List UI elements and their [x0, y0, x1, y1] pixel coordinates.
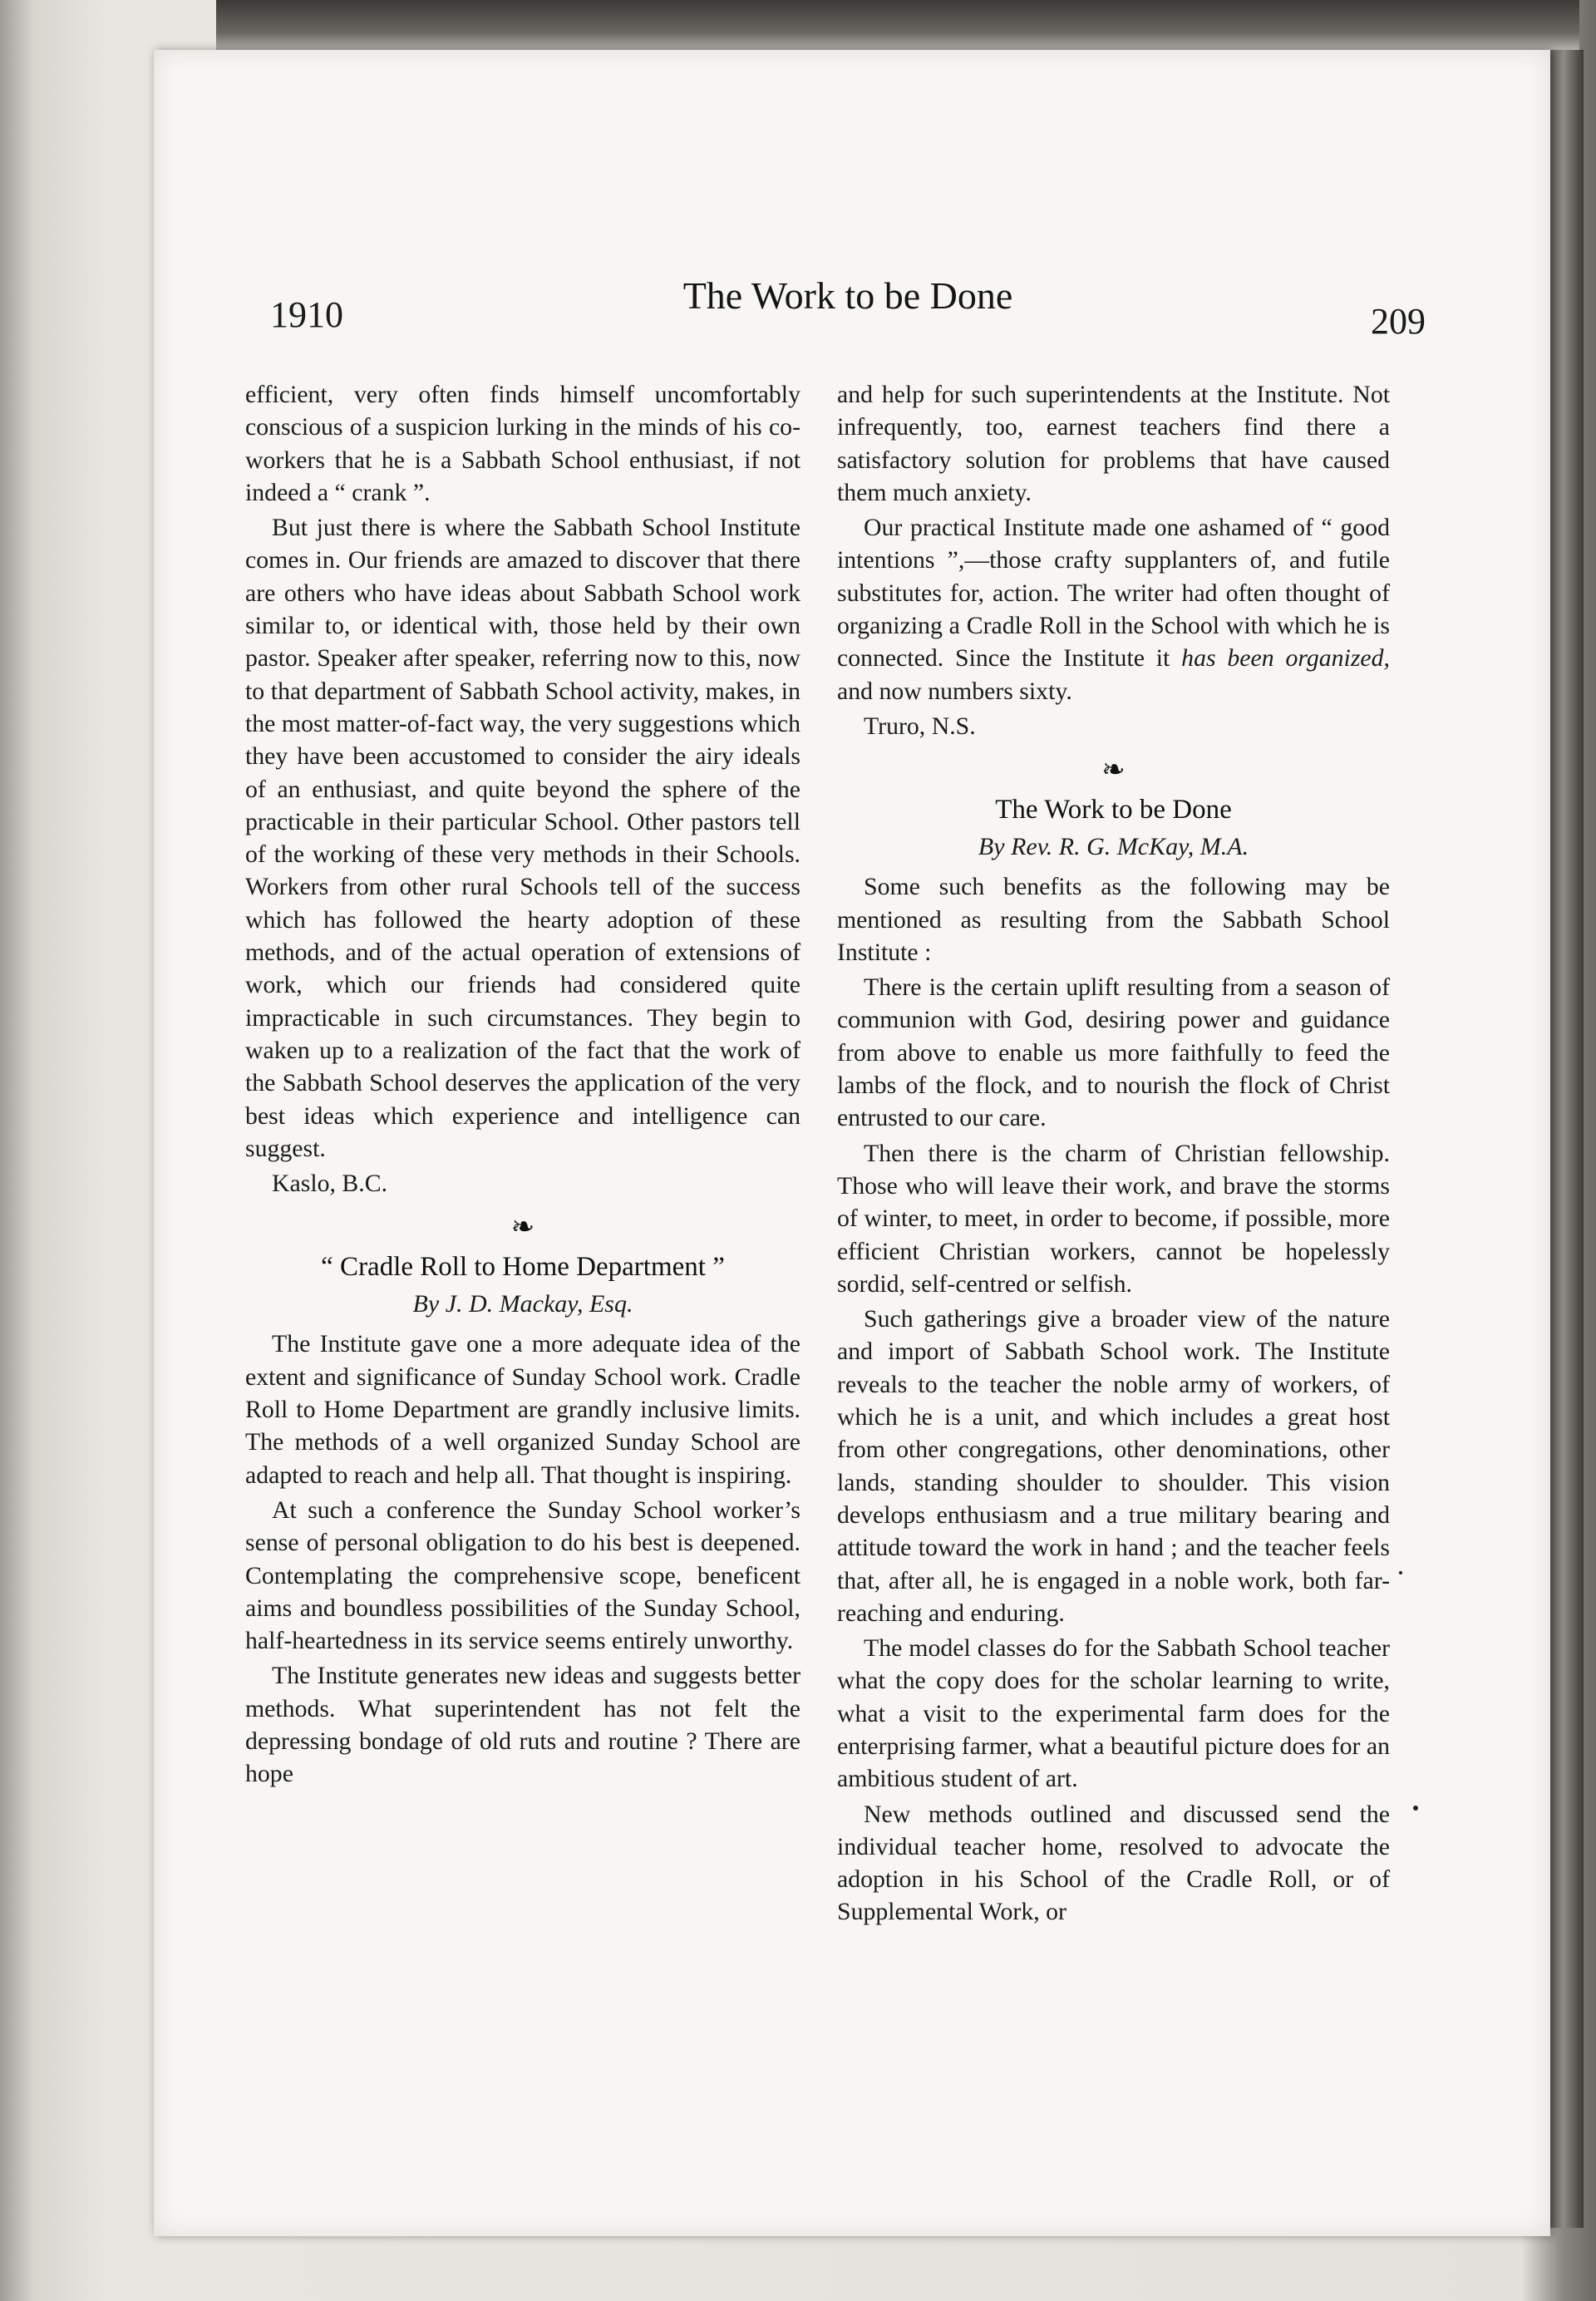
place-signature: Truro, N.S.	[864, 712, 976, 740]
book-page	[154, 50, 1550, 2236]
ornament-icon: ❧	[1101, 755, 1126, 786]
paragraph: The Institute generates new ideas and suggests better methods. What superintendent has not felt the depressing bondage of old ruts and routine ? There are hope	[245, 1662, 800, 1788]
left-column	[245, 378, 800, 1793]
right-column	[837, 378, 1390, 1931]
paragraph: efficient, very often finds himself uncomfortably conscious of a suspicion lurking in the minds of his co-workers that he is a Sabbath School enthusiast, if not indeed a “ crank ”.	[245, 381, 800, 506]
paragraph: Such gatherings give a broader view of the nature and import of Sabbath School work. The Institute reveals to the teacher the noble army of workers, of which he is a unit, and which includes a great host from other congregations, other denominations, other lands, standing shoulder to shoulder. This vision develops enthusiasm and a true military bearing and attitude toward the work in hand ; and the teacher feels that, after all, he is engaged in a noble work, both far-reaching and enduring.	[837, 1305, 1390, 1627]
scan-speck	[1413, 1806, 1418, 1811]
italic-text-run: has been organized,	[1181, 644, 1390, 673]
paragraph-institute	[837, 511, 1390, 707]
article-title: “ Cradle Roll to Home Department ”	[321, 1252, 725, 1283]
paragraph: At such a conference the Sunday School worker’s sense of personal obligation to do his best is deepened. Contemplating the comprehensive scope, beneficent aims and boundless possibilities of the Sunday School, half-heartedness in its service seems entirely unworthy.	[245, 1495, 800, 1655]
paragraph: Then there is the charm of Christian fellowship. Those who will leave their work, and brave the storms of winter, to meet, in order to become, if possible, more efficient Christian workers, cannot be hopelessly sordid, self-centred or selfish.	[837, 1139, 1390, 1298]
ornament-icon: ❧	[510, 1212, 535, 1244]
paragraph: and help for such superintendents at the Institute. Not infrequently, too, earnest teachers find there a satisfactory solution for problems that have caused them much anxiety.	[837, 381, 1390, 506]
paragraph: Some such benefits as the following may be mentioned as resulting from the Sabbath School Institute :	[837, 873, 1390, 966]
paragraph: But just there is where the Sabbath School Institute comes in. Our friends are amazed to discover that there are others who have ideas about Sabbath School work similar to, or identical with, those held by their own pastor. Speaker after speaker, referring now to this, now to that department of Sabbath School activity, makes, in the most matter-of-fact way, the very suggestions which they have been accustomed to consider the airy ideals of an enthusiast, and quite beyond the sphere of the practicable in their particular School. Other pastors tell of the working of these very methods in their Schools. Workers from other rural Schools tell of the success which has followed the hearty adoption of these methods, and of the actual operation of extensions of work, which our friends had considered quite impracticable in such circumstances. They begin to waken up to a realization of the fact that the work of the Sabbath School deserves the application of the very best ideas which experience and intelligence can suggest.	[245, 514, 800, 1162]
header-title: The Work to be Done	[682, 274, 1013, 317]
article-byline: By J. D. Mackay, Esq.	[412, 1290, 633, 1318]
running-header	[270, 262, 1426, 342]
article-title: The Work to be Done	[995, 795, 1232, 825]
article-byline: By Rev. R. G. McKay, M.A.	[978, 833, 1249, 861]
paragraph: The model classes do for the Sabbath School teacher what the copy does for the scholar learning to write, what a visit to the experimental farm does for the enterprising farmer, what a beautiful picture does for an ambitious student of art.	[837, 1634, 1390, 1793]
text-run: Our practical Institute made one ashamed of “ good intentions ”,—those crafty supplanters of, and futile substitutes for, action. The writer had often thought of organizing a Cradle Roll in the School with which he is connected. Since the Institute it	[837, 514, 1390, 673]
place-signature: Kaslo, B.C.	[272, 1170, 388, 1198]
text-run: and now numbers sixty.	[837, 677, 1072, 705]
header-year: 1910	[270, 294, 343, 335]
scan-speck	[1399, 1571, 1402, 1574]
paragraph: New methods outlined and discussed send the individual teacher home, resolved to advocate the adoption in his School of the Cradle Roll, or of Supplemental Work, or	[837, 1800, 1390, 1926]
paragraph: There is the certain uplift resulting from a season of communion with God, desiring power and guidance from above to enable us more faithfully to feed the lambs of the flock, and to nourish the flock of Christ entrusted to our care.	[837, 973, 1390, 1132]
book-right-edge	[1550, 50, 1584, 2228]
page-number: 209	[1371, 301, 1426, 342]
paragraph: The Institute gave one a more adequate idea of the extent and significance of Sunday School work. Cradle Roll to Home Department are grandly inclusive limits. The methods of a well organized Sunday School are adapted to reach and help all. That thought is inspiring.	[245, 1330, 800, 1489]
